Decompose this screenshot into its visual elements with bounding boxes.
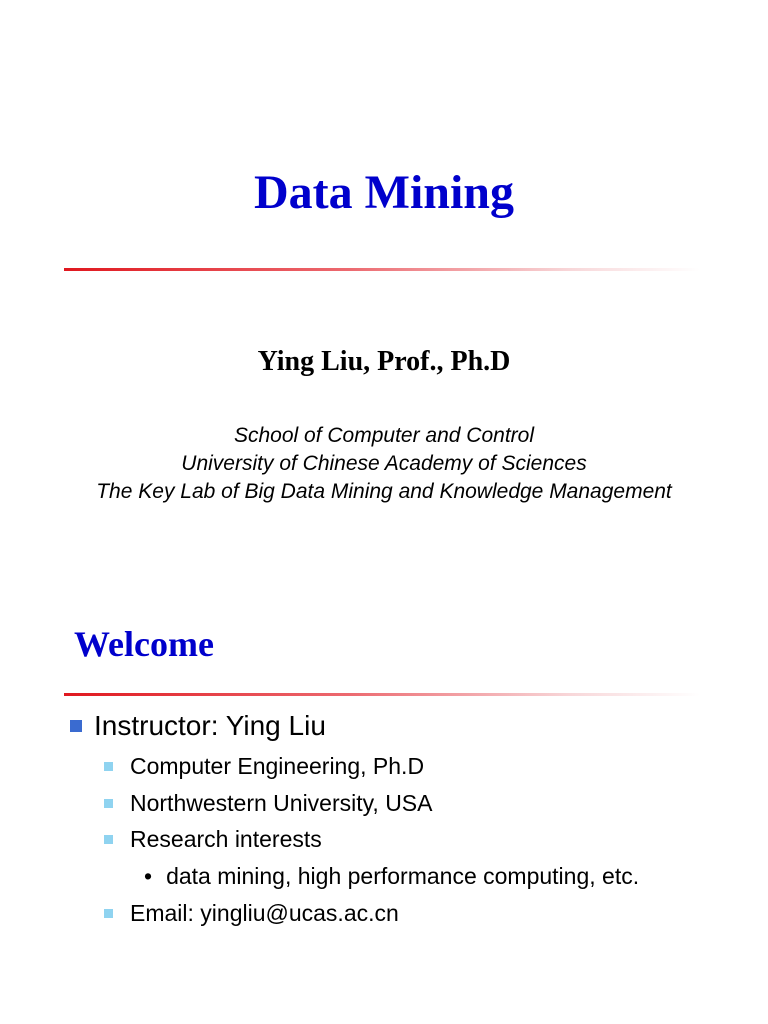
bullet-text: Email: yingliu@ucas.ac.cn bbox=[130, 900, 399, 926]
title-divider bbox=[64, 268, 700, 271]
bullet-instructor bbox=[70, 709, 326, 743]
bullet-university bbox=[104, 788, 433, 818]
bullet-text: Research interests bbox=[130, 826, 322, 852]
bullet-text: Computer Engineering, Ph.D bbox=[130, 753, 425, 779]
slide-welcome bbox=[0, 512, 768, 1024]
bullet-text: Northwestern University, USA bbox=[130, 790, 433, 816]
author-name: Ying Liu, Prof., Ph.D bbox=[257, 346, 511, 377]
affiliation-university: University of Chinese Academy of Sciences bbox=[181, 452, 587, 475]
small-square-bullet-icon bbox=[104, 762, 113, 771]
heading-divider bbox=[64, 693, 700, 696]
square-bullet-icon bbox=[70, 720, 82, 732]
presentation-title: Data Mining bbox=[253, 166, 514, 219]
bullet-research bbox=[104, 824, 322, 854]
small-square-bullet-icon bbox=[104, 799, 113, 808]
small-square-bullet-icon bbox=[104, 835, 113, 844]
dot-bullet-icon: • bbox=[144, 863, 153, 889]
slide-heading: Welcome bbox=[74, 624, 214, 664]
affiliation-lab: The Key Lab of Big Data Mining and Knowledge Management bbox=[96, 480, 672, 503]
bullet-research-detail bbox=[144, 861, 639, 891]
small-square-bullet-icon bbox=[104, 909, 113, 918]
bullet-text: data mining, high performance computing, etc. bbox=[166, 863, 640, 889]
bullet-text: Instructor: Ying Liu bbox=[94, 710, 326, 741]
bullet-degree bbox=[104, 751, 424, 781]
affiliation-school: School of Computer and Control bbox=[234, 424, 534, 447]
bullet-email bbox=[104, 898, 399, 928]
